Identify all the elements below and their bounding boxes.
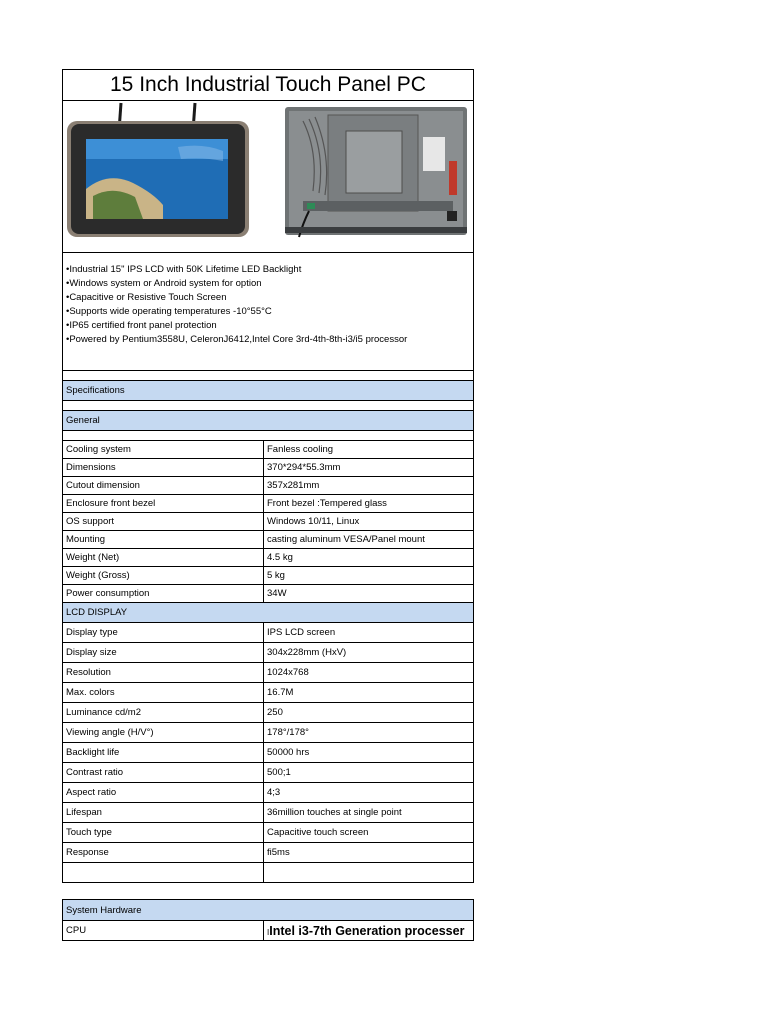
spec-label: Viewing angle (H/V°) bbox=[63, 723, 264, 743]
spec-value: IPS LCD screen bbox=[264, 623, 474, 643]
table-row bbox=[63, 723, 474, 743]
spec-value: 5 kg bbox=[264, 567, 474, 585]
spec-value: 304x228mm (HxV) bbox=[264, 643, 474, 663]
spec-value: Fanless cooling bbox=[264, 441, 474, 459]
feature-item: •Windows system or Android system for option bbox=[66, 278, 262, 289]
spec-value: 178°/178° bbox=[264, 723, 474, 743]
table-row bbox=[63, 495, 474, 513]
spec-value: Capacitive touch screen bbox=[264, 823, 474, 843]
table-row bbox=[63, 477, 474, 495]
table-row bbox=[63, 743, 474, 763]
table-row bbox=[63, 513, 474, 531]
spacer-row bbox=[63, 401, 474, 411]
table-row bbox=[63, 921, 474, 941]
feature-item: •Powered by Pentium3558U, CeleronJ6412,Intel Core 3rd-4th-8th-i3/i5 processor bbox=[66, 334, 408, 345]
system-hardware-section bbox=[62, 899, 474, 941]
spec-value: 357x281mm bbox=[264, 477, 474, 495]
table-row bbox=[63, 643, 474, 663]
general-header: General bbox=[63, 411, 474, 431]
spec-value: 16.7M bbox=[264, 683, 474, 703]
spec-value: 36million touches at single point bbox=[264, 803, 474, 823]
empty-row bbox=[63, 863, 474, 883]
table-row bbox=[63, 585, 474, 603]
page-title: 15 Inch Industrial Touch Panel PC bbox=[63, 70, 474, 101]
spec-table bbox=[62, 69, 474, 883]
lcd-display-header: LCD DISPLAY bbox=[63, 603, 474, 623]
table-row bbox=[63, 549, 474, 567]
system-hardware-table bbox=[62, 899, 474, 941]
spec-value: Front bezel :Tempered glass bbox=[264, 495, 474, 513]
table-row bbox=[63, 567, 474, 585]
table-row bbox=[63, 683, 474, 703]
rear-view-photo bbox=[285, 107, 467, 237]
table-row bbox=[63, 703, 474, 723]
spec-value: 34W bbox=[264, 585, 474, 603]
spec-label: Weight (Net) bbox=[63, 549, 264, 567]
spec-label: Cutout dimension bbox=[63, 477, 264, 495]
spec-label: OS support bbox=[63, 513, 264, 531]
spec-label: Cooling system bbox=[63, 441, 264, 459]
spec-value bbox=[264, 921, 474, 941]
cpu-prefix: I bbox=[267, 927, 270, 937]
table-row bbox=[63, 783, 474, 803]
spec-label: Contrast ratio bbox=[63, 763, 264, 783]
feature-item: •IP65 certified front panel protection bbox=[66, 320, 217, 331]
feature-item: •Industrial 15" IPS LCD with 50K Lifetime LED Backlight bbox=[66, 264, 302, 275]
spec-value: 500;1 bbox=[264, 763, 474, 783]
spec-value: 370*294*55.3mm bbox=[264, 459, 474, 477]
table-row bbox=[63, 663, 474, 683]
spec-label: Luminance cd/m2 bbox=[63, 703, 264, 723]
table-row bbox=[63, 459, 474, 477]
spacer-row bbox=[63, 371, 474, 381]
cpu-value: Intel i3-7th Generation processer bbox=[269, 923, 465, 938]
spec-value: fi5ms bbox=[264, 843, 474, 863]
table-row bbox=[63, 823, 474, 843]
spec-label: Resolution bbox=[63, 663, 264, 683]
spec-label: Weight (Gross) bbox=[63, 567, 264, 585]
spec-label: Response bbox=[63, 843, 264, 863]
spec-value: 250 bbox=[264, 703, 474, 723]
spec-label: Dimensions bbox=[63, 459, 264, 477]
table-row bbox=[63, 623, 474, 643]
spec-value: 50000 hrs bbox=[264, 743, 474, 763]
product-photos-graphic bbox=[63, 101, 473, 249]
table-row bbox=[63, 843, 474, 863]
spec-label: Display type bbox=[63, 623, 264, 643]
spec-sheet bbox=[62, 69, 474, 883]
system-hardware-header: System Hardware bbox=[63, 900, 474, 921]
spec-label: Lifespan bbox=[63, 803, 264, 823]
spec-label: CPU bbox=[63, 921, 264, 941]
specifications-header: Specifications bbox=[63, 381, 474, 401]
front-view-photo bbox=[67, 103, 249, 237]
spacer-row bbox=[63, 431, 474, 441]
spec-label: Mounting bbox=[63, 531, 264, 549]
spec-value: 4;3 bbox=[264, 783, 474, 803]
feature-list bbox=[63, 253, 474, 371]
table-row bbox=[63, 441, 474, 459]
spec-value: Windows 10/11, Linux bbox=[264, 513, 474, 531]
spec-label: Power consumption bbox=[63, 585, 264, 603]
spec-value: 4.5 kg bbox=[264, 549, 474, 567]
spec-label: Aspect ratio bbox=[63, 783, 264, 803]
product-images bbox=[63, 101, 474, 253]
spec-value: casting aluminum VESA/Panel mount bbox=[264, 531, 474, 549]
spec-label: Backlight life bbox=[63, 743, 264, 763]
table-row bbox=[63, 531, 474, 549]
table-row bbox=[63, 763, 474, 783]
feature-item: •Capacitive or Resistive Touch Screen bbox=[66, 292, 227, 303]
spec-label: Max. colors bbox=[63, 683, 264, 703]
spec-label: Touch type bbox=[63, 823, 264, 843]
feature-item: •Supports wide operating temperatures -10°55°C bbox=[66, 306, 272, 317]
table-row bbox=[63, 803, 474, 823]
spec-label: Display size bbox=[63, 643, 264, 663]
spec-value: 1024x768 bbox=[264, 663, 474, 683]
spec-label: Enclosure front bezel bbox=[63, 495, 264, 513]
